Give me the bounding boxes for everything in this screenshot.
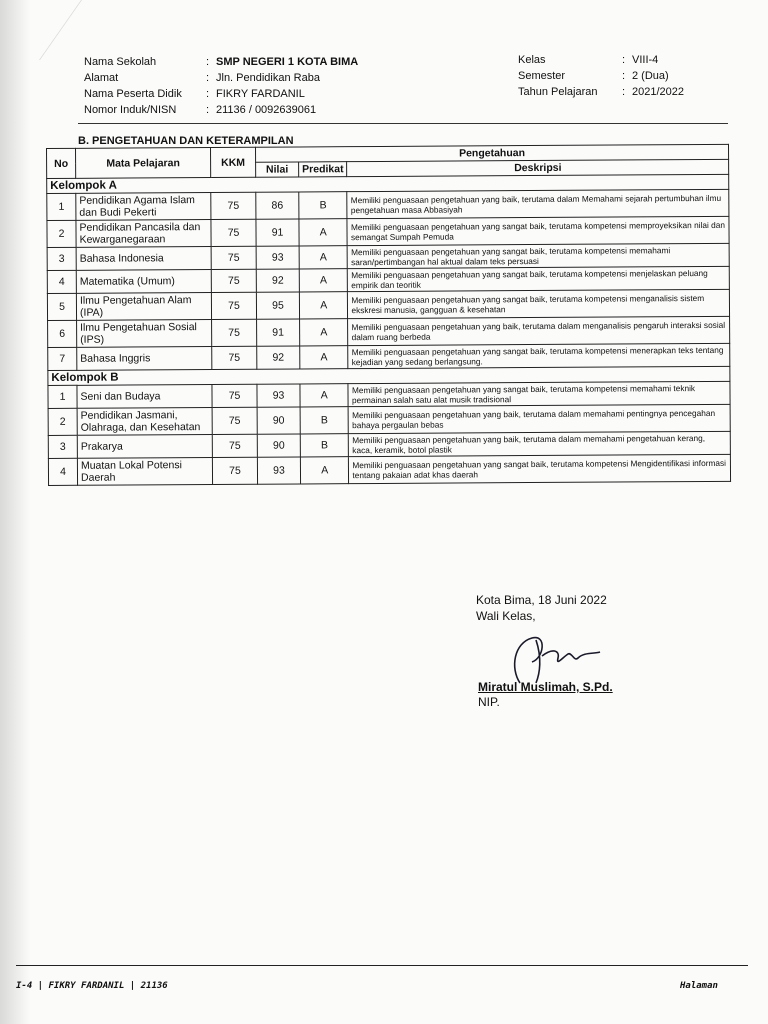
row-predicate: A [300, 346, 349, 369]
colon: : [622, 70, 626, 82]
colon: : [622, 86, 626, 98]
row-score: 90 [257, 434, 300, 457]
row-description: Memiliki penguasaan pengetahuan yang baik, terutama dalam memahami pentingnya pencegahan bahaya pergaulan bebas [349, 404, 731, 433]
row-score: 92 [257, 346, 300, 369]
col-predicate: Predikat [299, 162, 348, 177]
page-shadow [0, 0, 30, 1024]
row-description: Memiliki penguasaan pengetahuan yang baik, terutama dalam Memahami sejarah pertumbuhan ilmu pengetahuan masa Abbasiyah [347, 189, 729, 218]
row-predicate: A [299, 246, 348, 269]
grades-table [46, 144, 731, 486]
row-predicate: B [299, 192, 348, 219]
semester-value: 2 (Dua) [632, 70, 669, 82]
row-no: 1 [47, 193, 76, 220]
table-row [48, 316, 730, 347]
row-description: Memiliki penguasaan pengetahuan yang sangat baik, terutama kompetensi menerapkan teks tentang kejadian yang sedang berlangsung. [348, 343, 730, 368]
row-subject: Prakarya [77, 434, 212, 458]
colon: : [622, 54, 626, 66]
row-no: 6 [48, 320, 77, 347]
footer-student-info: I-4 | FIKRY FARDANIL | 21136 [16, 981, 168, 991]
section-title: B. PENGETAHUAN DAN KETERAMPILAN [78, 135, 294, 147]
group-b-body [48, 366, 731, 485]
col-no: No [47, 148, 76, 178]
table-row [47, 189, 729, 220]
class-info-block [518, 52, 718, 100]
row-subject: Ilmu Pengetahuan Alam (IPA) [76, 292, 211, 320]
class-label: Kelas [518, 54, 546, 66]
row-subject: Pendidikan Jasmani, Olahraga, dan Kesehatan [77, 407, 212, 435]
signer-name: Miratul Muslimah, S.Pd. [478, 680, 613, 694]
place-date: Kota Bima, 18 Juni 2022 [476, 593, 607, 607]
row-description: Memiliki penguasaan pengetahuan yang baik, terutama dalam memahami pengetahuan kerang, kaca, keramik, botol plastik [349, 431, 731, 456]
signer-role: Wali Kelas, [476, 609, 536, 623]
student-label: Nama Peserta Didik [84, 88, 182, 100]
row-kkm: 75 [211, 292, 256, 319]
row-score: 93 [257, 384, 300, 407]
col-subject: Mata Pelajaran [76, 147, 211, 178]
year-label: Tahun Pelajaran [518, 86, 598, 98]
row-no: 3 [47, 247, 76, 270]
row-description: Memiliki penguasaan pengetahuan yang sangat baik, terutama kompetensi memahami teknik permainan salah satu alat musik tradisional [348, 381, 730, 406]
row-score: 86 [256, 192, 299, 219]
row-description: Memiliki penguasaan pengetahuan yang sangat baik, terutama kompetensi Mengidentifikasi informasi tentang pakaian adat khas daerah [349, 454, 731, 483]
table-row [47, 216, 729, 247]
table-row [47, 289, 729, 320]
row-no: 2 [48, 408, 77, 435]
class-value: VIII-4 [632, 54, 659, 66]
row-score: 95 [256, 292, 299, 319]
row-kkm: 75 [212, 384, 257, 407]
row-description: Memiliki penguasaan pengetahuan yang baik, terutama dalam menganalisis pengaruh interaksi sosial dalam ruang berbeda [348, 316, 730, 345]
row-score: 93 [257, 457, 300, 484]
paper-fold-mark [39, 0, 172, 60]
row-predicate: A [300, 457, 349, 484]
row-no: 1 [48, 385, 77, 408]
row-description: Memiliki penguasaan pengetahuan yang sangat baik, terutama kompetensi memproyeksikan nilai dan semangat Sumpah Pemuda [347, 216, 729, 245]
row-predicate: A [299, 292, 348, 319]
semester-label: Semester [518, 70, 566, 82]
handwritten-signature [502, 628, 612, 688]
row-kkm: 75 [212, 346, 257, 369]
row-no: 4 [48, 458, 77, 485]
address-value: Jln. Pendidikan Raba [216, 72, 320, 84]
school-label: Nama Sekolah [84, 56, 157, 68]
row-score: 93 [256, 246, 299, 269]
group-b-title: Kelompok B [48, 366, 730, 385]
row-predicate: B [300, 407, 349, 434]
header-divider [78, 123, 728, 124]
row-no: 5 [47, 293, 76, 320]
footer-page-label: Halaman [680, 981, 718, 991]
row-subject: Ilmu Pengetahuan Sosial (IPS) [77, 319, 212, 347]
colon: : [206, 104, 210, 116]
table-row [48, 454, 730, 485]
group-a-title: Kelompok A [47, 174, 729, 193]
row-subject: Pendidikan Pancasila dan Kewarganegaraan [76, 219, 211, 247]
row-subject: Matematika (Umum) [76, 269, 211, 293]
row-predicate: B [300, 434, 349, 457]
id-value: 21136 / 0092639061 [216, 104, 317, 116]
row-subject: Bahasa Indonesia [76, 246, 211, 270]
row-kkm: 75 [211, 192, 256, 219]
footer-divider [16, 965, 748, 966]
group-a-body [47, 174, 730, 370]
col-description: Deskripsi [347, 159, 729, 176]
student-value: FIKRY FARDANIL [216, 88, 305, 100]
row-kkm: 75 [212, 407, 257, 434]
col-knowledge: Pengetahuan [255, 144, 728, 162]
row-kkm: 75 [211, 219, 256, 246]
row-description: Memiliki penguasaan pengetahuan yang sangat baik, terutama kompetensi menjelaskan peluang empirik dan teoritik [348, 266, 730, 291]
signer-nip: NIP. [478, 695, 500, 709]
address-label: Alamat [84, 72, 119, 84]
year-value: 2021/2022 [632, 86, 684, 98]
student-info-block [84, 54, 414, 118]
row-predicate: A [299, 269, 348, 292]
colon: : [206, 56, 210, 68]
col-score: Nilai [256, 162, 299, 177]
signature-block [476, 592, 607, 624]
row-score: 91 [256, 219, 299, 246]
row-kkm: 75 [212, 434, 257, 457]
row-score: 91 [257, 319, 300, 346]
row-description: Memiliki penguasaan pengetahuan yang sangat baik, terutama kompetensi menganalisis sistem ekskresi manusia, gangguan & kesehatan [348, 289, 730, 318]
row-kkm: 75 [212, 457, 257, 484]
table-row [48, 404, 730, 435]
row-subject: Muatan Lokal Potensi Daerah [77, 457, 212, 485]
row-kkm: 75 [212, 319, 257, 346]
row-predicate: A [300, 384, 349, 407]
row-no: 7 [48, 347, 77, 370]
row-kkm: 75 [211, 246, 256, 269]
row-score: 92 [256, 269, 299, 292]
row-subject: Pendidikan Agama Islam dan Budi Pekerti [76, 192, 211, 220]
id-label: Nomor Induk/NISN [84, 104, 177, 116]
row-description: Memiliki penguasaan pengetahuan yang sangat baik, terutama kompetensi memahami saran/pertimbangan hal aktual dalam teks persuasi [348, 243, 730, 268]
school-value: SMP NEGERI 1 KOTA BIMA [216, 56, 359, 68]
col-kkm: KKM [210, 147, 255, 177]
row-predicate: A [299, 219, 348, 246]
row-score: 90 [257, 407, 300, 434]
row-subject: Bahasa Inggris [77, 346, 212, 370]
row-predicate: A [300, 319, 349, 346]
row-no: 2 [47, 220, 76, 247]
row-kkm: 75 [211, 269, 256, 292]
row-no: 3 [48, 435, 77, 458]
colon: : [206, 88, 210, 100]
colon: : [206, 72, 210, 84]
row-no: 4 [47, 270, 76, 293]
row-subject: Seni dan Budaya [77, 384, 212, 408]
